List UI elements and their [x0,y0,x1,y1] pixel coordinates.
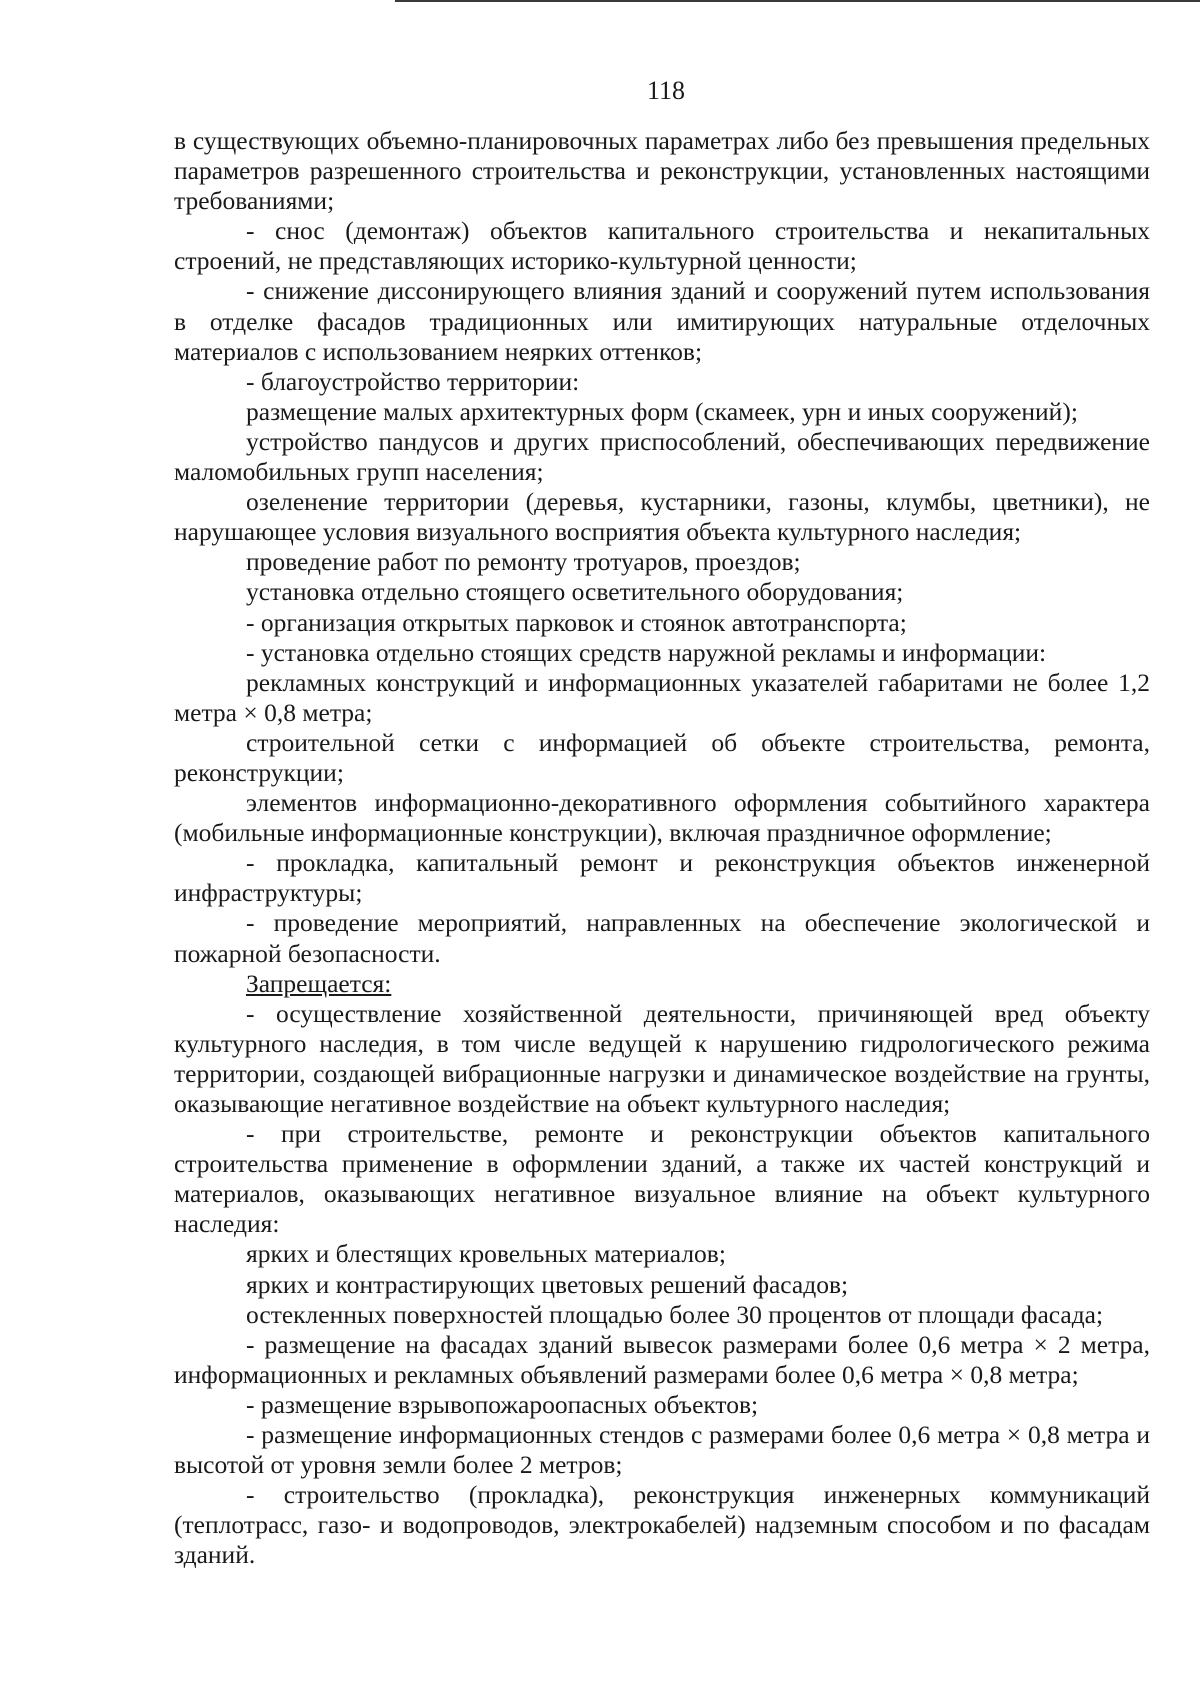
paragraph: - снос (демонтаж) объектов капитального строительства и некапитальных строений, не представляющих историко-культурной ценности; [174,216,1150,276]
document-body [174,126,1150,1571]
paragraph: проведение работ по ремонту тротуаров, проездов; [246,547,801,577]
paragraph: - проведение мероприятий, направленных на обеспечение экологической и пожарной безопасности. [174,908,1150,968]
top-border-line [395,0,1200,2]
paragraph: - размещение взрывопожароопасных объектов; [246,1389,759,1419]
paragraph: - снижение диссонирующего влияния зданий и сооружений путем использования в отделке фасадов традиционных или имитирующих натуральные отделочных материалов с использованием неярких оттенков; [174,276,1150,366]
paragraph: ярких и контрастирующих цветовых решений фасадов; [246,1269,849,1299]
paragraph: озеленение территории (деревья, кустарники, газоны, клумбы, цветники), не нарушающее условия визуального восприятия объекта культурного наследия; [174,487,1150,547]
paragraph: - благоустройство территории: [246,366,580,396]
page-number: 118 [646,76,686,105]
paragraph: элементов информационно-декоративного оформления событийного характера (мобильные информационные конструкции), включая праздничное оформление; [174,788,1150,848]
paragraph: остекленных поверхностей площадью более 30 процентов от площади фасада; [246,1299,1104,1329]
paragraph: - при строительстве, ремонте и реконструкции объектов капитального строительства применение в оформлении зданий, а также их частей конструкций и материалов, оказывающих негативное визуальное влияние на объект культурного наследия: [174,1119,1150,1239]
paragraph: - размещение информационных стендов с размерами более 0,6 метра × 0,8 метра и высотой от уровня земли более 2 метров; [174,1420,1150,1480]
paragraph: - установка отдельно стоящих средств наружной рекламы и информации: [246,637,1047,667]
paragraph: размещение малых архитектурных форм (скамеек, урн и иных сооружений); [246,396,1078,426]
paragraph: установка отдельно стоящего осветительного оборудования; [246,577,904,607]
section-heading [174,969,1150,999]
paragraph: - осуществление хозяйственной деятельности, причиняющей вред объекту культурного наследия, в том числе ведущей к нарушению гидрологического режима территории, создающей вибрационные нагрузки и динамическое воздействие на грунты, оказывающие негативное воздействие на объект культурного наследия; [174,998,1150,1118]
paragraph: - организация открытых парковок и стоянок автотранспорта; [246,607,907,637]
paragraph: - строительство (прокладка), реконструкция инженерных коммуникаций (теплотрасс, газо- и водопроводов, электрокабелей) надземным способом и по фасадам зданий. [174,1480,1150,1570]
document-page [174,76,1150,1571]
paragraph: в существующих объемно-планировочных параметрах либо без превышения предельных параметров разрешенного строительства и реконструкции, установленных настоящими требованиями; [174,126,1150,216]
section-heading-text: Запрещается: [246,968,392,998]
paragraph: рекламных конструкций и информационных указателей габаритами не более 1,2 метра × 0,8 метра; [174,667,1150,727]
paragraph: строительной сетки с информацией об объекте строительства, ремонта, реконструкции; [174,727,1150,787]
paragraph: - прокладка, капитальный ремонт и реконструкция объектов инженерной инфраструктуры; [174,848,1150,908]
paragraph: ярких и блестящих кровельных материалов; [246,1239,726,1269]
paragraph: устройство пандусов и других приспособлений, обеспечивающих передвижение маломобильных групп населения; [174,426,1150,487]
paragraph: - размещение на фасадах зданий вывесок размерами более 0,6 метра × 2 метра, информационных и рекламных объявлений размерами более 0,6 метра × 0,8 метра; [174,1329,1150,1389]
